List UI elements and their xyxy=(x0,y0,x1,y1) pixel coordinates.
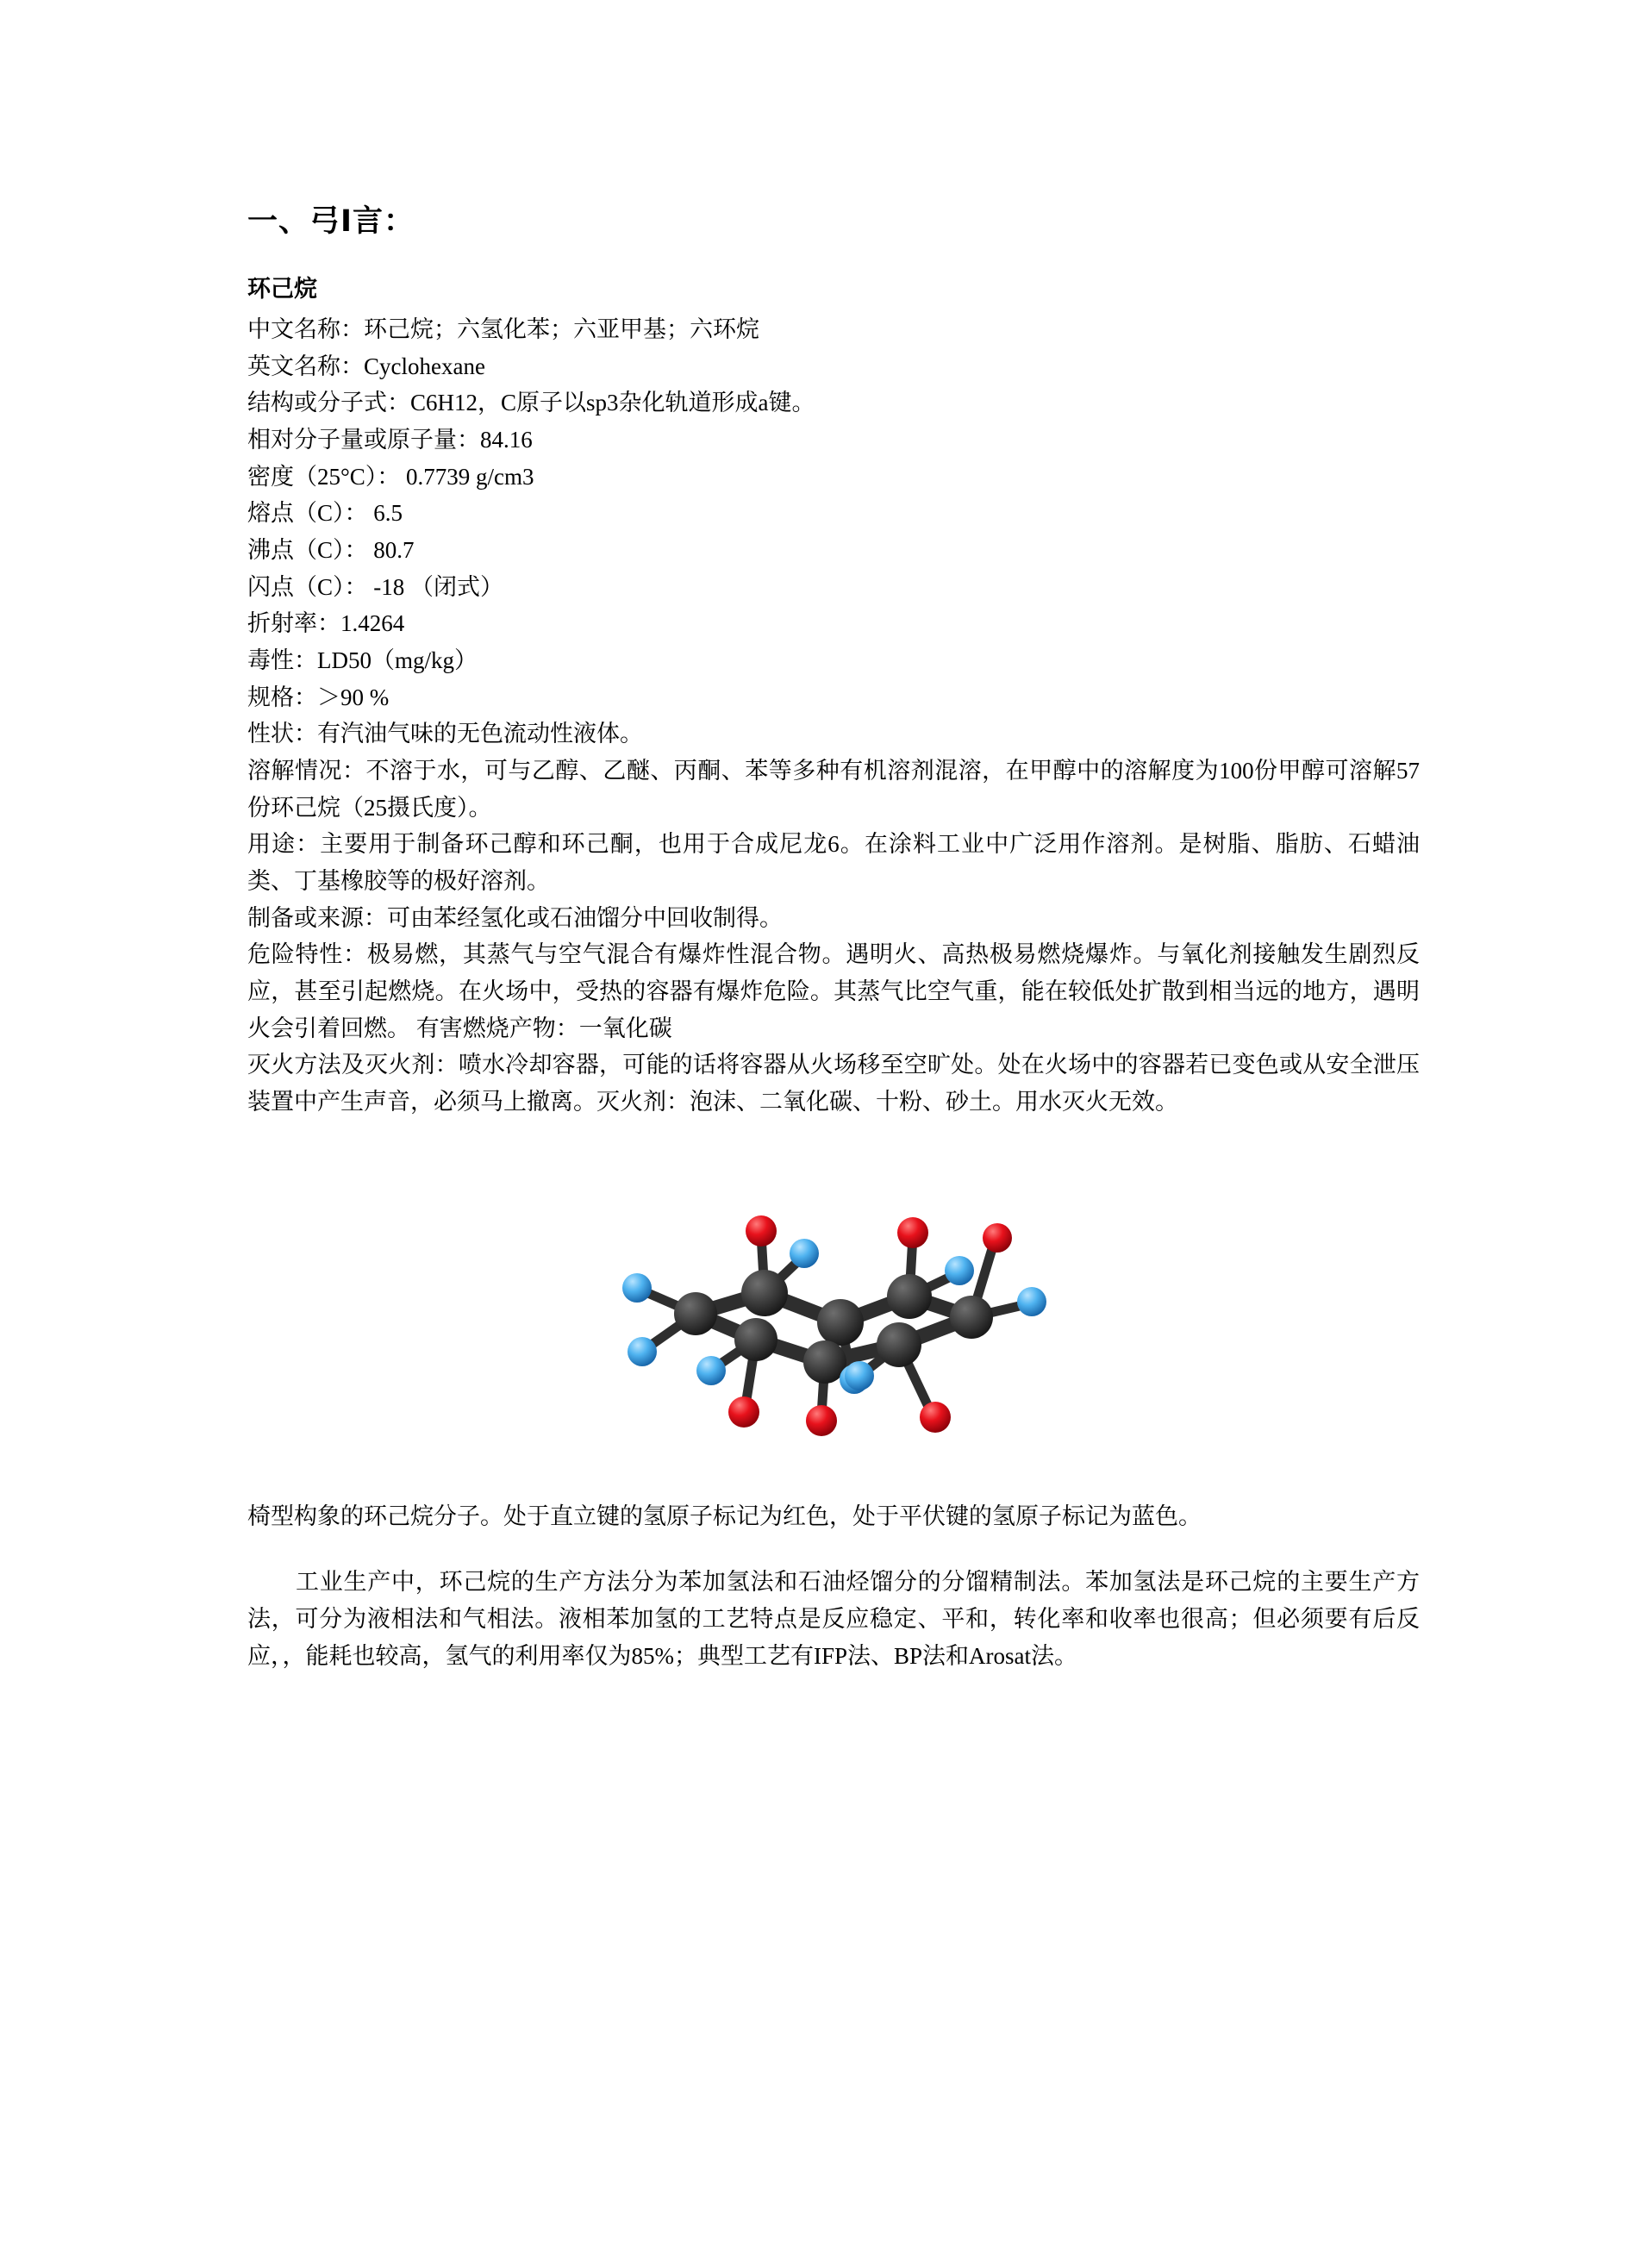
paragraph-solubility: 溶解情况：不溶于水，可与乙醇、乙醚、丙酮、苯等多种有机溶剂混溶，在甲醇中的溶解度为100份甲醇可溶解57份环己烷（25摄氏度）。 xyxy=(247,758,1420,821)
paragraph-uses: 用途：主要用于制备环己醇和环己酮，也用于合成尼龙6。在涂料工业中广泛用作溶剂。是树脂、脂肪、石蜡油类、丁基橡胶等的极好溶剂。 xyxy=(247,831,1420,894)
property-line: 沸点（C）： 80.7 xyxy=(247,537,415,564)
property-line: 规格：＞90 % xyxy=(247,684,390,710)
property-line: 性状：有汽油气味的无色流动性液体。 xyxy=(247,721,643,747)
figure-caption: 椅型构象的环己烷分子。处于直立键的氢原子标记为红色，处于平伏键的氢原子标记为蓝色。 xyxy=(247,1503,1202,1529)
section-subtitle: 环己烷 xyxy=(247,276,317,302)
page-title: 一、弓I言： xyxy=(247,204,415,239)
property-line: 中文名称：环己烷；六氢化苯；六亚甲基；六环烷 xyxy=(247,316,759,343)
cyclohexane-chair-conformation-icon xyxy=(592,1145,1075,1490)
property-line: 英文名称：Cyclohexane xyxy=(247,353,485,379)
paragraph-spacer xyxy=(247,1534,1420,1564)
property-line: 闪点（C）： -18 （闭式） xyxy=(247,573,503,600)
property-line: 结构或分子式：C6H12，C原子以sp3杂化轨道形成a键。 xyxy=(247,390,815,416)
property-line: 相对分子量或原子量：84.16 xyxy=(247,427,533,453)
paragraph-industrial-production: 工业生产中，环己烷的生产方法分为苯加氢法和石油烃馏分的分馏精制法。苯加氢法是环己烷的主要生产方法，可分为液相法和气相法。液相苯加氢的工艺特点是反应稳定、平和，转化率和收率也很高；但必须要有后反应，，能耗也较高，氢气的利用率仅为85%；典型工艺有IFP法、BP法和Arosat法。 xyxy=(247,1569,1420,1669)
molecule-figure xyxy=(247,1145,1420,1490)
property-line: 毒性：LD50（mg/kg） xyxy=(247,647,478,674)
paragraph-preparation: 制备或来源：可由苯经氢化或石油馏分中回收制得。 xyxy=(247,904,783,931)
property-line: 折射率：1.4264 xyxy=(247,610,405,637)
paragraph-hazards: 危险特性：极易燃，其蒸气与空气混合有爆炸性混合物。遇明火、高热极易燃烧爆炸。与氧化剂接触发生剧烈反应，甚至引起燃烧。在火场中，受热的容器有爆炸危险。其蒸气比空气重，能在较低处扩散到相当远的地方，遇明火会引着回燃。 有害燃烧产物：一氧化碳 xyxy=(247,941,1420,1041)
document-body xyxy=(247,203,1420,1674)
property-line: 密度（25°C）： 0.7739 g/cm3 xyxy=(247,463,534,490)
paragraph-firefighting: 灭火方法及灭火剂：喷水冷却容器，可能的话将容器从火场移至空旷处。处在火场中的容器若已变色或从安全泄压装置中产生声音，必须马上撤离。灭火剂：泡沫、二氧化碳、十粉、砂土。用水灭火无效。 xyxy=(247,1052,1420,1115)
property-line: 熔点（C）： 6.5 xyxy=(247,500,403,527)
